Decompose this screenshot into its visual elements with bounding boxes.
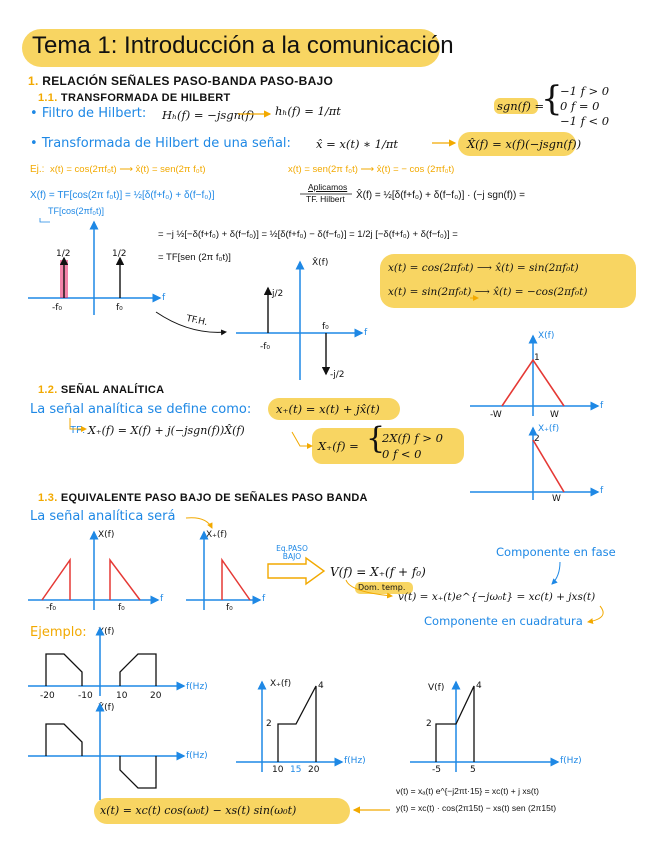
intro-arrow	[186, 518, 212, 528]
s13-intro: La señal analítica será	[30, 509, 176, 524]
aplicamos: Aplicamos	[308, 182, 348, 192]
plot2-label: X̂(f)	[312, 258, 329, 268]
plotL-neg: -f₀	[46, 603, 57, 613]
ej-p2-shape-neg	[46, 724, 82, 756]
section-1-1-title: TRANSFORMADA DE HILBERT	[60, 92, 231, 104]
analitica-def-eq: x₊(t) = x(t) + jx̂(t)	[276, 402, 380, 416]
trans-label: • Transformada de Hilbert de una señal:	[30, 136, 291, 151]
ej-p3-tick-3: 20	[308, 765, 320, 775]
trans-result: X̂(f) = x(f)(−jsgn(f))	[467, 137, 582, 151]
plotL-axis: f	[160, 594, 164, 604]
comp-cuad: Componente en cuadratura	[424, 614, 583, 628]
filtro-h-eq: hₕ(f) = 1/πt	[275, 104, 341, 118]
ej-p2-axis: f(Hz)	[186, 751, 208, 761]
plot1-half-a: 1/2	[56, 249, 71, 259]
plot1-axis: f	[162, 293, 166, 303]
plotB-pos: W	[552, 494, 561, 504]
tf-cos-bracket	[40, 218, 50, 222]
ej-p2-shape-pos	[120, 756, 156, 788]
plotA-pos: W	[550, 410, 559, 420]
line3: = TF[sen (2π f₀t)]	[158, 252, 231, 263]
plot2-axis: f	[364, 328, 368, 338]
eq-paso-arrow	[268, 558, 324, 584]
plotR-group	[186, 532, 260, 610]
ej-p3-label: X₊(f)	[270, 679, 292, 689]
tf-label: TF:	[70, 425, 85, 436]
tfh-arrow	[156, 312, 226, 332]
v-eq: v(t) = x₊(t)e^{−jω₀t} = xc(t) + jxs(t)	[398, 591, 596, 603]
trans-label-text: Transformada de Hilbert de una señal:	[41, 136, 291, 151]
final-eq: x(t) = xc(t) cos(ω₀t) − xs(t) sin(ω₀t)	[100, 804, 297, 817]
ej-p4-y2: 4	[476, 681, 482, 691]
plotB-label: X₊(f)	[538, 424, 560, 434]
section-1-2-number: 1.2.	[38, 384, 58, 396]
sgn-case-1: −1 f > 0	[560, 84, 610, 98]
ejemplo-label: Ejemplo:	[30, 625, 87, 640]
sgn-lhs: sgn(f) =	[497, 99, 545, 113]
ej-p3-tick-1: 10	[272, 765, 284, 775]
ej-p1-tick-3: 10	[116, 691, 128, 701]
sgn-brace: {	[541, 79, 563, 119]
ej-p1-group	[28, 628, 184, 696]
ej-p1-tick-2: -10	[78, 691, 93, 701]
filtro-label-text: Filtro de Hilbert:	[41, 106, 147, 121]
tf-eq: X₊(f) = X(f) + j(−jsgn(f))X̂(f)	[88, 424, 245, 437]
plotL-shape-neg	[42, 560, 70, 600]
tf-arrow	[70, 418, 86, 429]
tf-hilbert: TF. Hilbert	[306, 194, 345, 204]
ej-p1-shape-neg	[46, 654, 82, 686]
plotA-group	[470, 336, 598, 416]
plotR-label: X₊(f)	[206, 530, 228, 540]
plotL-label: X(f)	[98, 530, 115, 540]
V-eq: V(f) = X₊(f + f₀)	[330, 565, 426, 579]
tf-cos-label: TF[cos(2πf₀t)]	[48, 206, 104, 216]
plotL-shape-pos	[110, 560, 140, 600]
tfh-arrow-label: TF.H.	[185, 313, 209, 329]
ej-p2-group	[28, 704, 184, 800]
comp-cuad-arrow	[588, 606, 603, 622]
x-hat-line: X̂(f) = ½[δ(f+f₀) + δ(f−f₀)] · (−j sgn(f)) =	[356, 190, 525, 201]
dom-temp: Dom. temp.	[358, 583, 406, 592]
eq-paso-label: Eq.PASO BAJO	[276, 544, 308, 561]
vt1: v(t) = xₐ(t) e^{−j2πt·15} = xc(t) + j xs(t)	[396, 786, 539, 796]
sgn-case-3: −1 f < 0	[560, 114, 610, 128]
plot2-up: j/2	[272, 289, 284, 299]
ej1: x(t) = cos(2πf₀t) ⟶ x̂(t) = sen(2π f₀t)	[50, 164, 206, 175]
ej-p3-group	[236, 682, 342, 772]
plotB-group	[470, 428, 598, 500]
ej2: x(t) = sen(2π f₀t) ⟶ x̂(t) = − cos (2πf₀t)	[288, 164, 455, 175]
ej-p2-label: X̂(f)	[98, 703, 115, 713]
ej-p1-label: X(f)	[98, 627, 115, 637]
ej-p3-y1: 2	[266, 719, 272, 729]
filtro-eq: Hₕ(f) = −jsgn(f)	[162, 108, 255, 122]
ej-p4-axis: f(Hz)	[560, 756, 582, 766]
dom-temp-arrow	[346, 580, 392, 596]
ej-p4-tick-1: -5	[432, 765, 441, 775]
ej-p3-axis: f(Hz)	[344, 756, 366, 766]
plot2-group	[236, 262, 362, 380]
ej-p3-shape	[278, 686, 316, 762]
section-1-number: 1.	[28, 74, 39, 88]
plotA-label: X(f)	[538, 331, 555, 341]
ej-p1-shape-pos	[120, 654, 156, 686]
plotR-shape	[222, 560, 250, 600]
plot2-down: -j/2	[330, 370, 345, 380]
ej-p1-axis: f(Hz)	[186, 682, 208, 692]
ej-p1-tick-4: 20	[150, 691, 162, 701]
plotL-pos: f₀	[118, 603, 125, 613]
section-1-1-number: 1.1.	[38, 92, 58, 104]
ej-label: Ej.:	[30, 164, 45, 175]
plot1-group	[28, 222, 160, 315]
analitica-brace: {	[366, 421, 386, 456]
section-1-2-title: SEÑAL ANALÍTICA	[60, 384, 165, 396]
ej-p4-shape	[436, 686, 474, 762]
plot1-neg: -f₀	[52, 303, 63, 313]
ej-p4-label: V(f)	[428, 683, 445, 693]
box-eq-2: x(t) = sin(2πf₀t) ⟶ x̂(t) = −cos(2πf₀t)	[388, 286, 588, 298]
plotL-group	[28, 532, 158, 610]
box-eq-1: x(t) = cos(2πf₀t) ⟶ x̂(t) = sin(2πf₀t)	[388, 262, 579, 274]
comp-fase-arrow	[552, 562, 560, 584]
ej-p4-tick-2: 5	[470, 765, 476, 775]
vt2: y(t) = xc(t) · cos(2π15t) − xs(t) sen (2π15t)	[396, 803, 557, 813]
trans-eq: x̂ = x(t) ∗ 1/πt	[316, 137, 399, 151]
filtro-label: • Filtro de Hilbert:	[30, 106, 147, 121]
plot2-neg: -f₀	[260, 342, 271, 352]
x-line: X(f) = TF[cos(2π f₀t)] = ½[δ(f+f₀) + δ(f−f₀)]	[30, 190, 215, 201]
section-1-3-title: EQUIVALENTE PASO BAJO DE SEÑALES PASO BANDA	[60, 492, 368, 504]
page-title: Tema 1: Introducción a la comunicación	[32, 32, 454, 59]
analitica-case-2: 0 f < 0	[382, 447, 422, 461]
section-1-title: RELACIÓN SEÑALES PASO-BANDA PASO-BAJO	[42, 74, 334, 88]
plotB-peak: 2	[534, 434, 540, 444]
ej-p1-tick-1: -20	[40, 691, 55, 701]
analitica-def-text: La señal analítica se define como:	[30, 402, 252, 417]
sgn-case-2: 0 f = 0	[560, 99, 600, 113]
ej-p4-group	[410, 682, 558, 772]
plot2-pos: f₀	[322, 322, 329, 332]
plotA-neg: -W	[490, 410, 502, 420]
plotA-axis: f	[600, 401, 604, 411]
plotA-peak: 1	[534, 353, 540, 363]
analitica-result-arrow	[292, 432, 312, 446]
ej-p3-tick-2: 15	[290, 765, 302, 775]
plot1-half-b: 1/2	[112, 249, 127, 259]
plotR-pos: f₀	[226, 603, 233, 613]
ej-p4-y1: 2	[426, 719, 432, 729]
line2: = −j ½[−δ(f+f₀) + δ(f−f₀)] = ½[δ(f+f₀) − δ(f−f₀)] = 1/2j [−δ(f+f₀) + δ(f−f₀)] =	[158, 229, 458, 240]
plotR-axis: f	[262, 594, 266, 604]
plotB-axis: f	[600, 486, 604, 496]
section-1-3-number: 1.3.	[38, 492, 58, 504]
plotB-ramp	[533, 440, 564, 492]
analitica-case-1: 2X(f) f > 0	[382, 431, 443, 445]
analitica-res-lhs: X₊(f) =	[318, 439, 359, 453]
ej-p3-y2: 4	[318, 681, 324, 691]
plot1-pos: f₀	[116, 303, 123, 313]
comp-fase: Componente en fase	[496, 545, 616, 559]
